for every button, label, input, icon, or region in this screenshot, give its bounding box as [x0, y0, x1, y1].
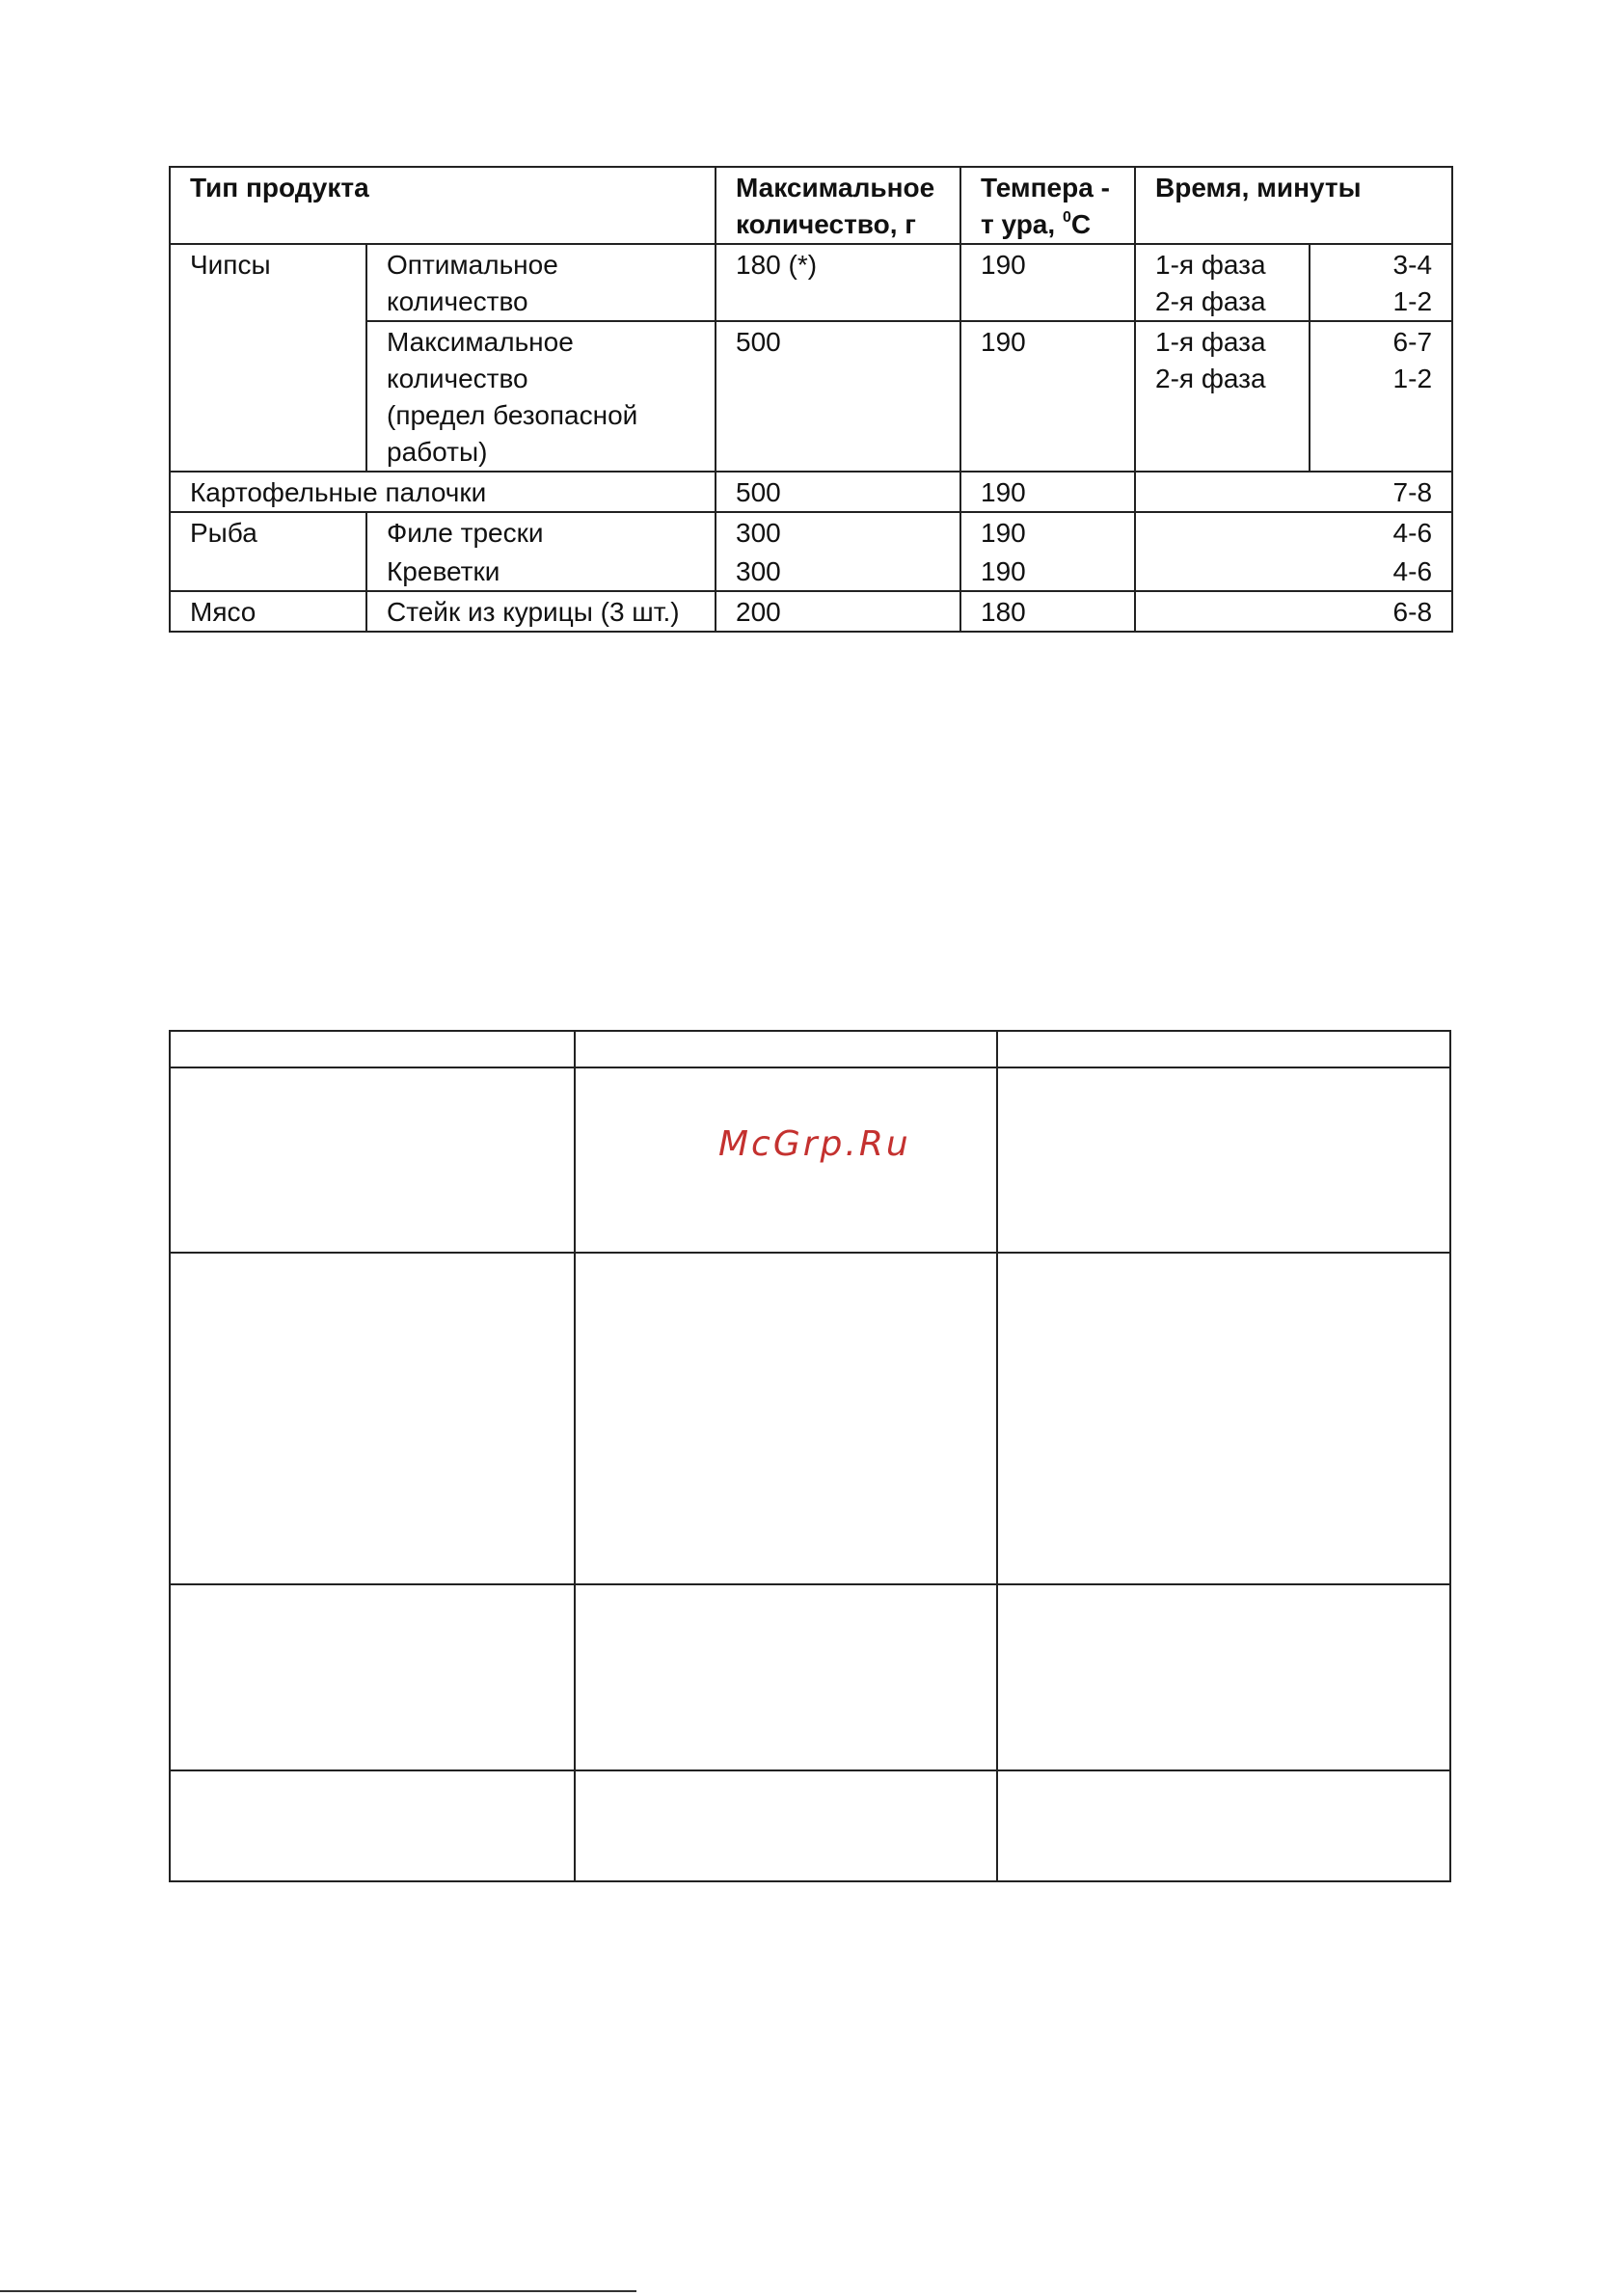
phase2-label: 2-я фаза — [1155, 286, 1266, 316]
fish-item-time-text: 4-6 — [1392, 518, 1433, 548]
header-temp-word: т ура, — [981, 209, 1056, 239]
phase1-label: 1-я фаза — [1155, 250, 1266, 280]
header-temp-line2 — [981, 206, 1115, 243]
header-time — [1135, 167, 1452, 244]
fish-item-qty-text: 300 — [736, 556, 781, 586]
meat-temp-text: 180 — [981, 597, 1026, 627]
grid-line — [169, 1583, 1451, 1585]
chips-maximum-temp — [960, 321, 1135, 472]
chips-optimal-qty — [716, 244, 960, 321]
header-temp-unit: С — [1070, 209, 1092, 239]
chips-maximum-label-line1: Максимальное количество — [387, 327, 574, 393]
potato-sticks-label-text: Картофельные палочки — [190, 477, 487, 507]
header-max-qty-line2: количество, г — [736, 209, 916, 239]
meat-category — [170, 591, 366, 632]
grid-line — [169, 1880, 1451, 1882]
chips-optimal-label — [366, 244, 716, 321]
meat-temp — [960, 591, 1135, 632]
watermark-text: McGrp.Ru — [718, 1124, 911, 1164]
grid-line — [169, 1769, 1451, 1771]
potato-sticks-temp-text: 190 — [981, 477, 1026, 507]
fish-category — [170, 512, 366, 591]
potato-sticks-qty — [716, 472, 960, 512]
chips-maximum-qty — [716, 321, 960, 472]
chips-optimal-qty-text: 180 (*) — [736, 250, 818, 280]
fish-item-temp-text: 190 — [981, 518, 1026, 548]
footer-rule — [0, 2290, 636, 2292]
fish-item-label — [366, 512, 716, 552]
grid-line — [996, 1030, 998, 1882]
phase2-time: 1-2 — [1392, 364, 1433, 393]
header-product-type-text: Тип продукта — [190, 173, 369, 203]
fish-item-qty — [716, 552, 960, 591]
chips-category — [170, 244, 366, 472]
grid-line — [1449, 1030, 1451, 1882]
meat-time — [1135, 591, 1452, 632]
meat-category-text: Мясо — [190, 597, 257, 627]
chips-optimal-temp — [960, 244, 1135, 321]
grid-line — [169, 1030, 1451, 1032]
chips-optimal-label-text: Оптимальное количество — [387, 250, 558, 316]
potato-sticks-time — [1135, 472, 1452, 512]
meat-label-text: Стейк из курицы (3 шт.) — [387, 597, 680, 627]
fish-item-temp-text: 190 — [981, 556, 1026, 586]
fish-item-time — [1135, 512, 1452, 552]
chips-optimal-phases — [1135, 244, 1310, 321]
fish-item-label-text: Филе трески — [387, 518, 544, 548]
fish-item-qty — [716, 512, 960, 552]
chips-optimal-temp-text: 190 — [981, 250, 1026, 280]
grid-line — [169, 1067, 1451, 1068]
table-header-row — [170, 167, 1452, 244]
potato-sticks-label — [170, 472, 716, 512]
fish-item-label-text: Креветки — [387, 556, 500, 586]
meat-qty — [716, 591, 960, 632]
table-row — [170, 472, 1452, 512]
fish-item-temp — [960, 552, 1135, 591]
phase1-time: 3-4 — [1392, 250, 1433, 280]
chips-maximum-label-line3: работы) — [387, 437, 488, 467]
grid-line — [169, 1252, 1451, 1254]
phase2-time: 1-2 — [1392, 286, 1433, 316]
grid-line — [574, 1030, 576, 1882]
fish-item-temp — [960, 512, 1135, 552]
table-row — [170, 244, 1452, 321]
header-time-text: Время, минуты — [1155, 173, 1362, 203]
header-max-qty — [716, 167, 960, 244]
header-max-qty-line1: Максимальное — [736, 173, 935, 203]
meat-time-text: 6-8 — [1392, 597, 1433, 627]
fish-item-qty-text: 300 — [736, 518, 781, 548]
cooking-time-table — [169, 166, 1453, 633]
chips-maximum-phases — [1135, 321, 1310, 472]
meat-qty-text: 200 — [736, 597, 781, 627]
header-temp-degree: 0 — [1062, 209, 1071, 226]
chips-maximum-temp-text: 190 — [981, 327, 1026, 357]
grid-line — [169, 1030, 171, 1882]
fish-category-text: Рыба — [190, 518, 257, 548]
fish-item-time — [1135, 552, 1452, 591]
fish-item-label — [366, 552, 716, 591]
chips-maximum-times — [1310, 321, 1452, 472]
chips-maximum-label — [366, 321, 716, 472]
meat-label — [366, 591, 716, 632]
table-row — [170, 591, 1452, 632]
header-temperature — [960, 167, 1135, 244]
fish-item-time-text: 4-6 — [1392, 556, 1433, 586]
potato-sticks-temp — [960, 472, 1135, 512]
potato-sticks-time-text: 7-8 — [1392, 477, 1433, 507]
header-temp-line1: Темпера - — [981, 173, 1110, 203]
chips-maximum-qty-text: 500 — [736, 327, 781, 357]
chips-optimal-times — [1310, 244, 1452, 321]
chips-maximum-label-line2: (предел безопасной — [387, 400, 638, 430]
phase2-label: 2-я фаза — [1155, 364, 1266, 393]
header-product-type — [170, 167, 716, 244]
phase1-label: 1-я фаза — [1155, 327, 1266, 357]
chips-category-text: Чипсы — [190, 250, 271, 280]
potato-sticks-qty-text: 500 — [736, 477, 781, 507]
table-row — [170, 512, 1452, 552]
phase1-time: 6-7 — [1392, 327, 1433, 357]
